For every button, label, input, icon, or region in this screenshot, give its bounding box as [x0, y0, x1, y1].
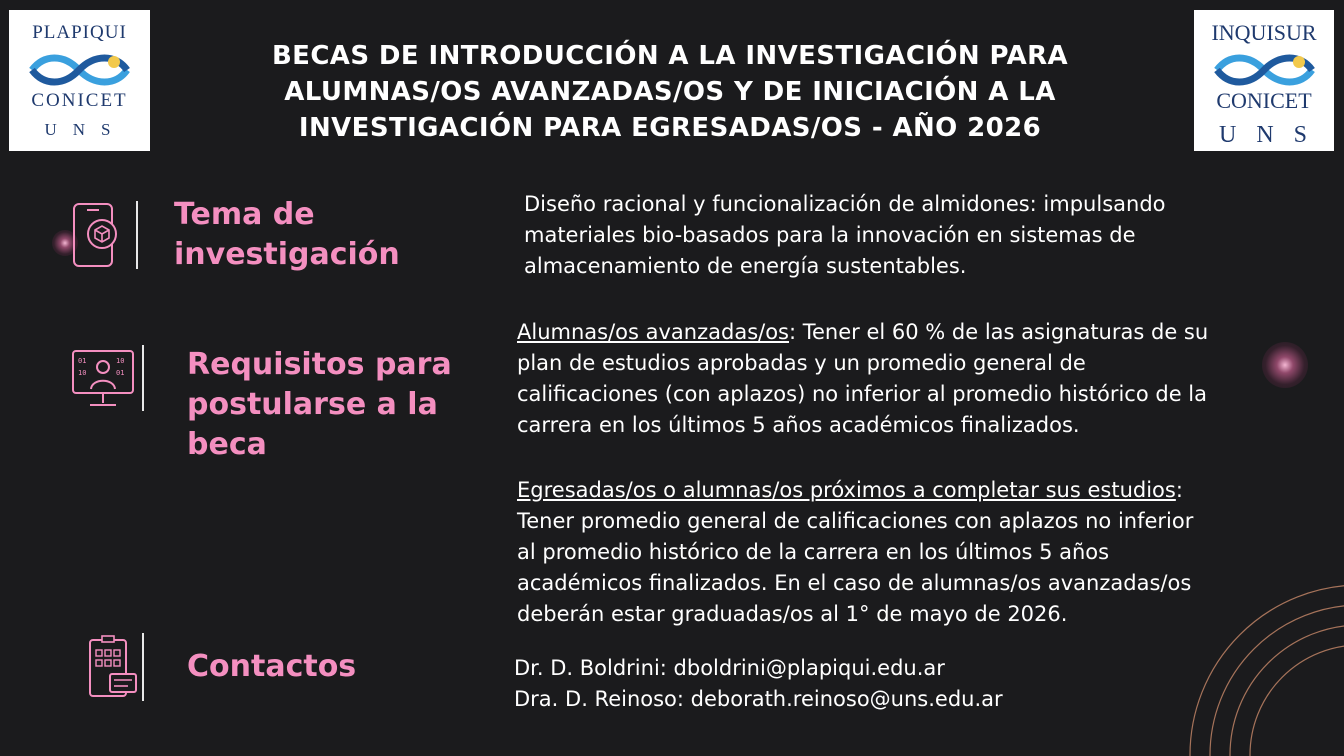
requisito-label-alumnas: Alumnas/os avanzadas/os: [517, 320, 789, 344]
contactos-list: [514, 653, 1003, 715]
logo-text-conicet: CONICET: [1216, 88, 1312, 113]
infinity-wave-icon: [1209, 52, 1320, 88]
tema-description: Diseño racional y funcionalización de almidones: impulsando materiales bio-basados para la innovación en sistemas de almacenamiento de energía sustentables.: [524, 192, 1166, 278]
section-divider: [142, 633, 144, 701]
title-line-3: INVESTIGACIÓN PARA EGRESADAS/OS - AÑO 2026: [298, 113, 1042, 143]
logo-text-inquisur: INQUISUR: [1211, 20, 1317, 45]
title-line-2: ALUMNAS/OS AVANZADAS/OS Y DE INICIACIÓN A LA: [284, 77, 1056, 107]
section-divider: [136, 201, 138, 269]
requisito-label-egresadas: Egresadas/os o alumnas/os próximos a completar sus estudios: [517, 478, 1176, 502]
requisitos-egresadas: Egresadas/os o alumnas/os próximos a completar sus estudios: Tener promedio general de calificaciones con aplazos no inferior al promedio histórico de la carrera en los últimos 5 años académicos finalizados. En el caso de alumnas/os avanzadas/os deberán estar graduadas/os al 1° de mayo de 2026.: [517, 478, 1194, 626]
mobile-cube-icon: [68, 200, 124, 270]
contact-reinoso: Dra. D. Reinoso: deborath.reinoso@uns.edu.ar: [514, 687, 1003, 711]
page-title: [175, 38, 1165, 146]
section-divider: [142, 345, 144, 411]
plapiqui-logo: [9, 10, 150, 151]
logo-text-uns: UNS: [44, 120, 127, 139]
contact-list-icon: [84, 634, 140, 702]
heading-requisitos: Requisitos para postularse a la beca: [187, 347, 452, 462]
svg-text:10: 10: [116, 357, 125, 365]
requisitos-alumnas: Alumnas/os avanzadas/os: Tener el 60 % de las asignaturas de su plan de estudios aprobadas y un promedio general de calificaciones (con aplazos) no inferior al promedio histórico de la carrera en los últimos 5 años académicos finalizados.: [517, 320, 1209, 437]
title-line-1: BECAS DE INTRODUCCIÓN A LA INVESTIGACIÓN PARA: [271, 41, 1069, 71]
inquisur-logo: [1194, 10, 1334, 151]
logo-text-conicet: CONICET: [31, 90, 128, 111]
svg-text:01: 01: [116, 369, 125, 377]
svg-text:10: 10: [78, 369, 87, 377]
monitor-person-icon: [70, 345, 136, 415]
contact-boldrini: Dr. D. Boldrini: dboldrini@plapiqui.edu.ar: [514, 656, 945, 680]
logo-text-plapiqui: PLAPIQUI: [32, 22, 127, 43]
infinity-wave-icon: [24, 52, 135, 88]
svg-text:01: 01: [78, 357, 87, 365]
logo-text-uns: UNS: [1218, 122, 1327, 148]
heading-tema: Tema de investigación: [174, 197, 400, 272]
heading-contactos: Contactos: [187, 649, 357, 684]
pink-glow-decoration: [1262, 342, 1308, 388]
